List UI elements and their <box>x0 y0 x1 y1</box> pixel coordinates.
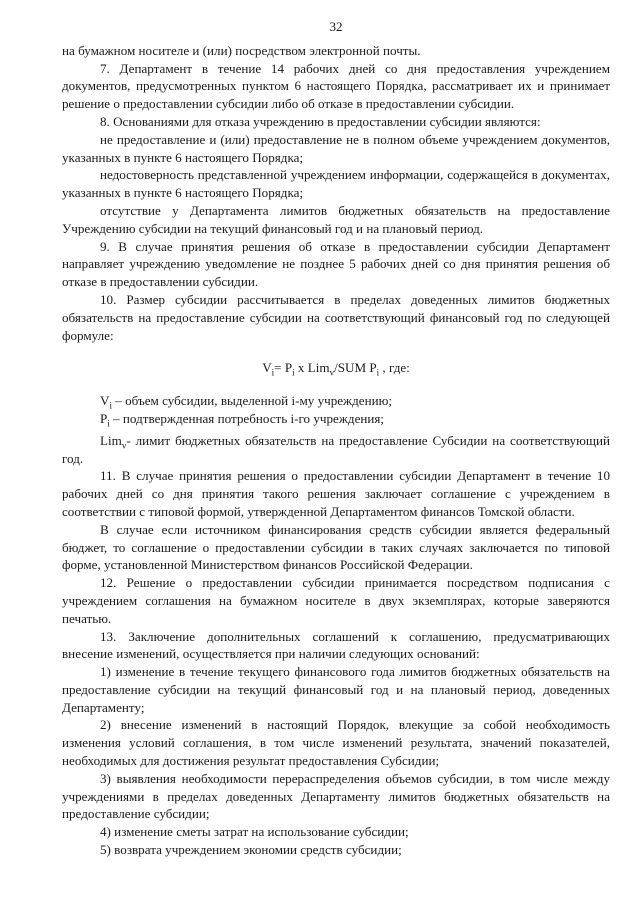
formula-sum-sub: i <box>376 367 380 378</box>
paragraph-13-item-2: 2) внесение изменений в настоящий Порядок, влекущие за собой необходимость изменения условий соглашения, в том числе изменений результата, значений показателей, необходимых для достижения результат предоставления Субсидии; <box>62 717 610 769</box>
paragraph-8-item-2: недостоверность представленной учреждением информации, содержащейся в документах, указанных в пункте 6 настоящего Порядка; <box>62 167 610 201</box>
subsidy-formula <box>62 359 610 377</box>
definition-lim <box>62 432 610 468</box>
definition-lim-symbol: Lim <box>100 432 122 448</box>
formula-sum: /SUM P <box>334 360 377 376</box>
paragraph-intro: на бумажном носителе и (или) посредством электронной почты. <box>62 42 421 58</box>
paragraph-9: 9. В случае принятия решения об отказе в предоставлении субсидии Департамент направляет учреждению уведомление не позднее 5 рабочих дней со дня принятия решения об отказе в предоставлении субсидии. <box>62 238 610 290</box>
formula-lim-sub: v <box>329 367 335 378</box>
definition-lim-sub: v <box>121 440 127 451</box>
paragraph-11: 11. В случае принятия решения о предоставлении субсидии Департамент в течение 10 рабочих дней со дня принятия такого решения заключает соглашение с учреждением в соответствии с типовой формой, утвержденной Департаментом финансов Томской области. <box>62 468 610 519</box>
paragraph-11-federal: В случае если источником финансирования средств субсидии является федеральный бюджет, то соглашение о предоставлении субсидии в таких случаях заключается по типовой форме, установленной Министерством финансов Российской Федерации. <box>62 521 610 573</box>
formula-v-sub: i <box>271 367 275 378</box>
definition-v-text: – объем субсидии, выделенной i-му учреждению; <box>111 393 393 409</box>
definition-v-symbol: V <box>100 393 110 409</box>
paragraph-7: 7. Департамент в течение 14 рабочих дней со дня предоставления учреждением документов, предусмотренных пунктом 6 настоящего Порядка, рассматривает их и принимает решение о предоставлении субсидии либо об отказе в предоставлении субсидии. <box>62 60 610 112</box>
paragraph-8: 8. Основаниями для отказа учреждению в предоставлении субсидии являются: <box>100 113 541 129</box>
formula-v: V <box>262 360 272 376</box>
definition-p-text: – подтвержденная потребность i-го учреждения; <box>109 410 385 426</box>
paragraph-8-item-3: отсутствие у Департамента лимитов бюджетных обязательств на предоставление Учреждению субсидии на текущий финансовый год и на плановый период. <box>62 202 610 236</box>
formula-eq: = P <box>274 360 293 376</box>
paragraph-13: 13. Заключение дополнительных соглашений к соглашению, предусматривающих внесение изменений, осуществляется при наличии следующих оснований: <box>62 628 610 662</box>
definition-p <box>62 410 610 428</box>
paragraph-13-item-4: 4) изменение сметы затрат на использование субсидии; <box>100 824 409 840</box>
formula-lim: x Lim <box>294 360 330 376</box>
definition-p-sub: i <box>107 418 110 429</box>
page-number: 32 <box>329 19 343 34</box>
definition-lim-text: - лимит бюджетных обязательств на предоставление Субсидии на соответствующий год. <box>62 432 610 466</box>
definition-v-sub: i <box>109 400 112 411</box>
paragraph-13-item-1: 1) изменение в течение текущего финансового года лимитов бюджетных обязательств на предоставление субсидии на текущий финансовый год и на плановый период, доведенных Департаменту; <box>62 664 610 715</box>
formula-tail: , где: <box>379 360 410 376</box>
definition-p-symbol: P <box>100 410 108 426</box>
formula-p-sub: i <box>292 367 295 378</box>
paragraph-12: 12. Решение о предоставлении субсидии принимается посредством подписания с учреждением соглашения на бумажном носителе в двух экземплярах, которые заверяются печатью. <box>62 575 610 626</box>
paragraph-10: 10. Размер субсидии рассчитывается в пределах доведенных лимитов бюджетных обязательств на предоставление субсидии на соответствующий финансовый год по следующей формуле: <box>62 291 610 343</box>
paragraph-8-item-1: не предоставление и (или) предоставление не в полном объеме учреждением документов, указанных в пункте 6 настоящего Порядка; <box>62 131 610 165</box>
document-page <box>62 18 610 859</box>
paragraph-13-item-3: 3) выявления необходимости перераспределения объемов субсидии, в том числе между учреждениями в пределах доведенных Департаменту лимитов бюджетных обязательств на предоставление субсидии; <box>62 770 610 822</box>
definition-v <box>62 392 610 410</box>
paragraph-13-item-5: 5) возврата учреждением экономии средств субсидии; <box>100 842 402 858</box>
